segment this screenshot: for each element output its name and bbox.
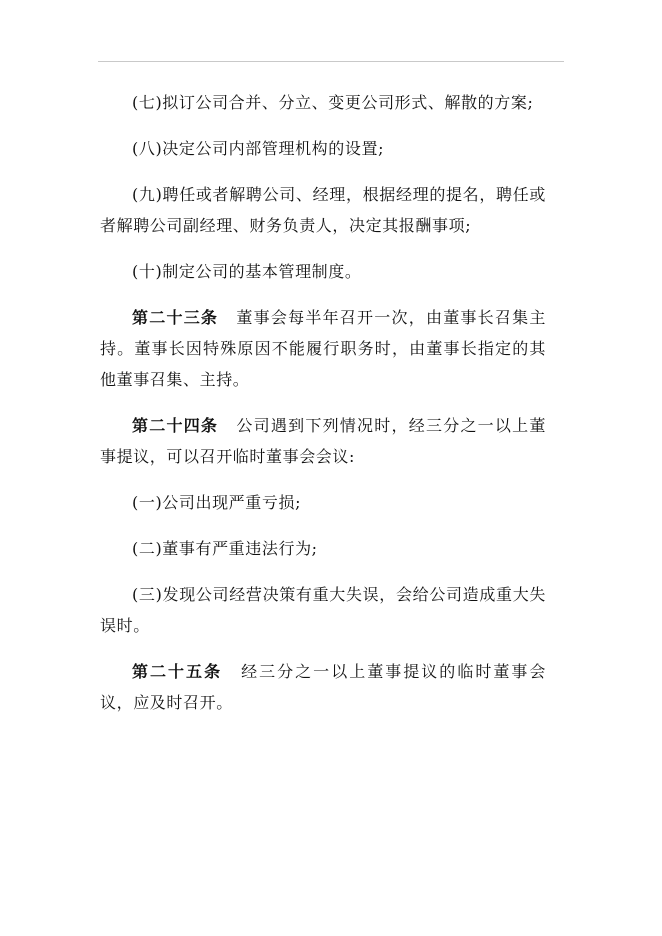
article-23-paragraph [100,302,546,395]
article-24-heading: 第二十四条 [132,416,219,435]
item-9-paragraph: (九)聘任或者解聘公司、经理，根据经理的提名，聘任或者解聘公司副经理、财务负责人，决定其报酬事项; [100,185,546,235]
article-24-item-3: (三)发现公司经营决策有重大失误，会给公司造成重大失误时。 [100,585,546,635]
article-24-body: 公司遇到下列情况时，经三分之一以上董事提议，可以召开临时董事会会议: [100,416,546,466]
header-rule [98,61,564,62]
item-8-paragraph: (八)决定公司内部管理机构的设置; [132,139,385,158]
article-24-item-1: (一)公司出现严重亏损; [132,493,302,512]
article-25-body: 经三分之一以上董事提议的临时董事会议，应及时召开。 [100,662,546,712]
item-7-paragraph: (七)拟订公司合并、分立、变更公司形式、解散的方案; [132,93,534,112]
article-25-heading: 第二十五条 [132,662,223,681]
article-24-paragraph [100,410,546,472]
item-10-paragraph: (十)制定公司的基本管理制度。 [132,262,362,281]
article-24-item-2: (二)董事有严重违法行为; [132,539,318,558]
article-23-heading: 第二十三条 [132,308,219,327]
article-23-body: 董事会每半年召开一次，由董事长召集主持。董事长因特殊原因不能履行职务时，由董事长指定的其他董事召集、主持。 [100,308,546,389]
article-25-paragraph [100,656,546,718]
document-body [100,87,546,718]
